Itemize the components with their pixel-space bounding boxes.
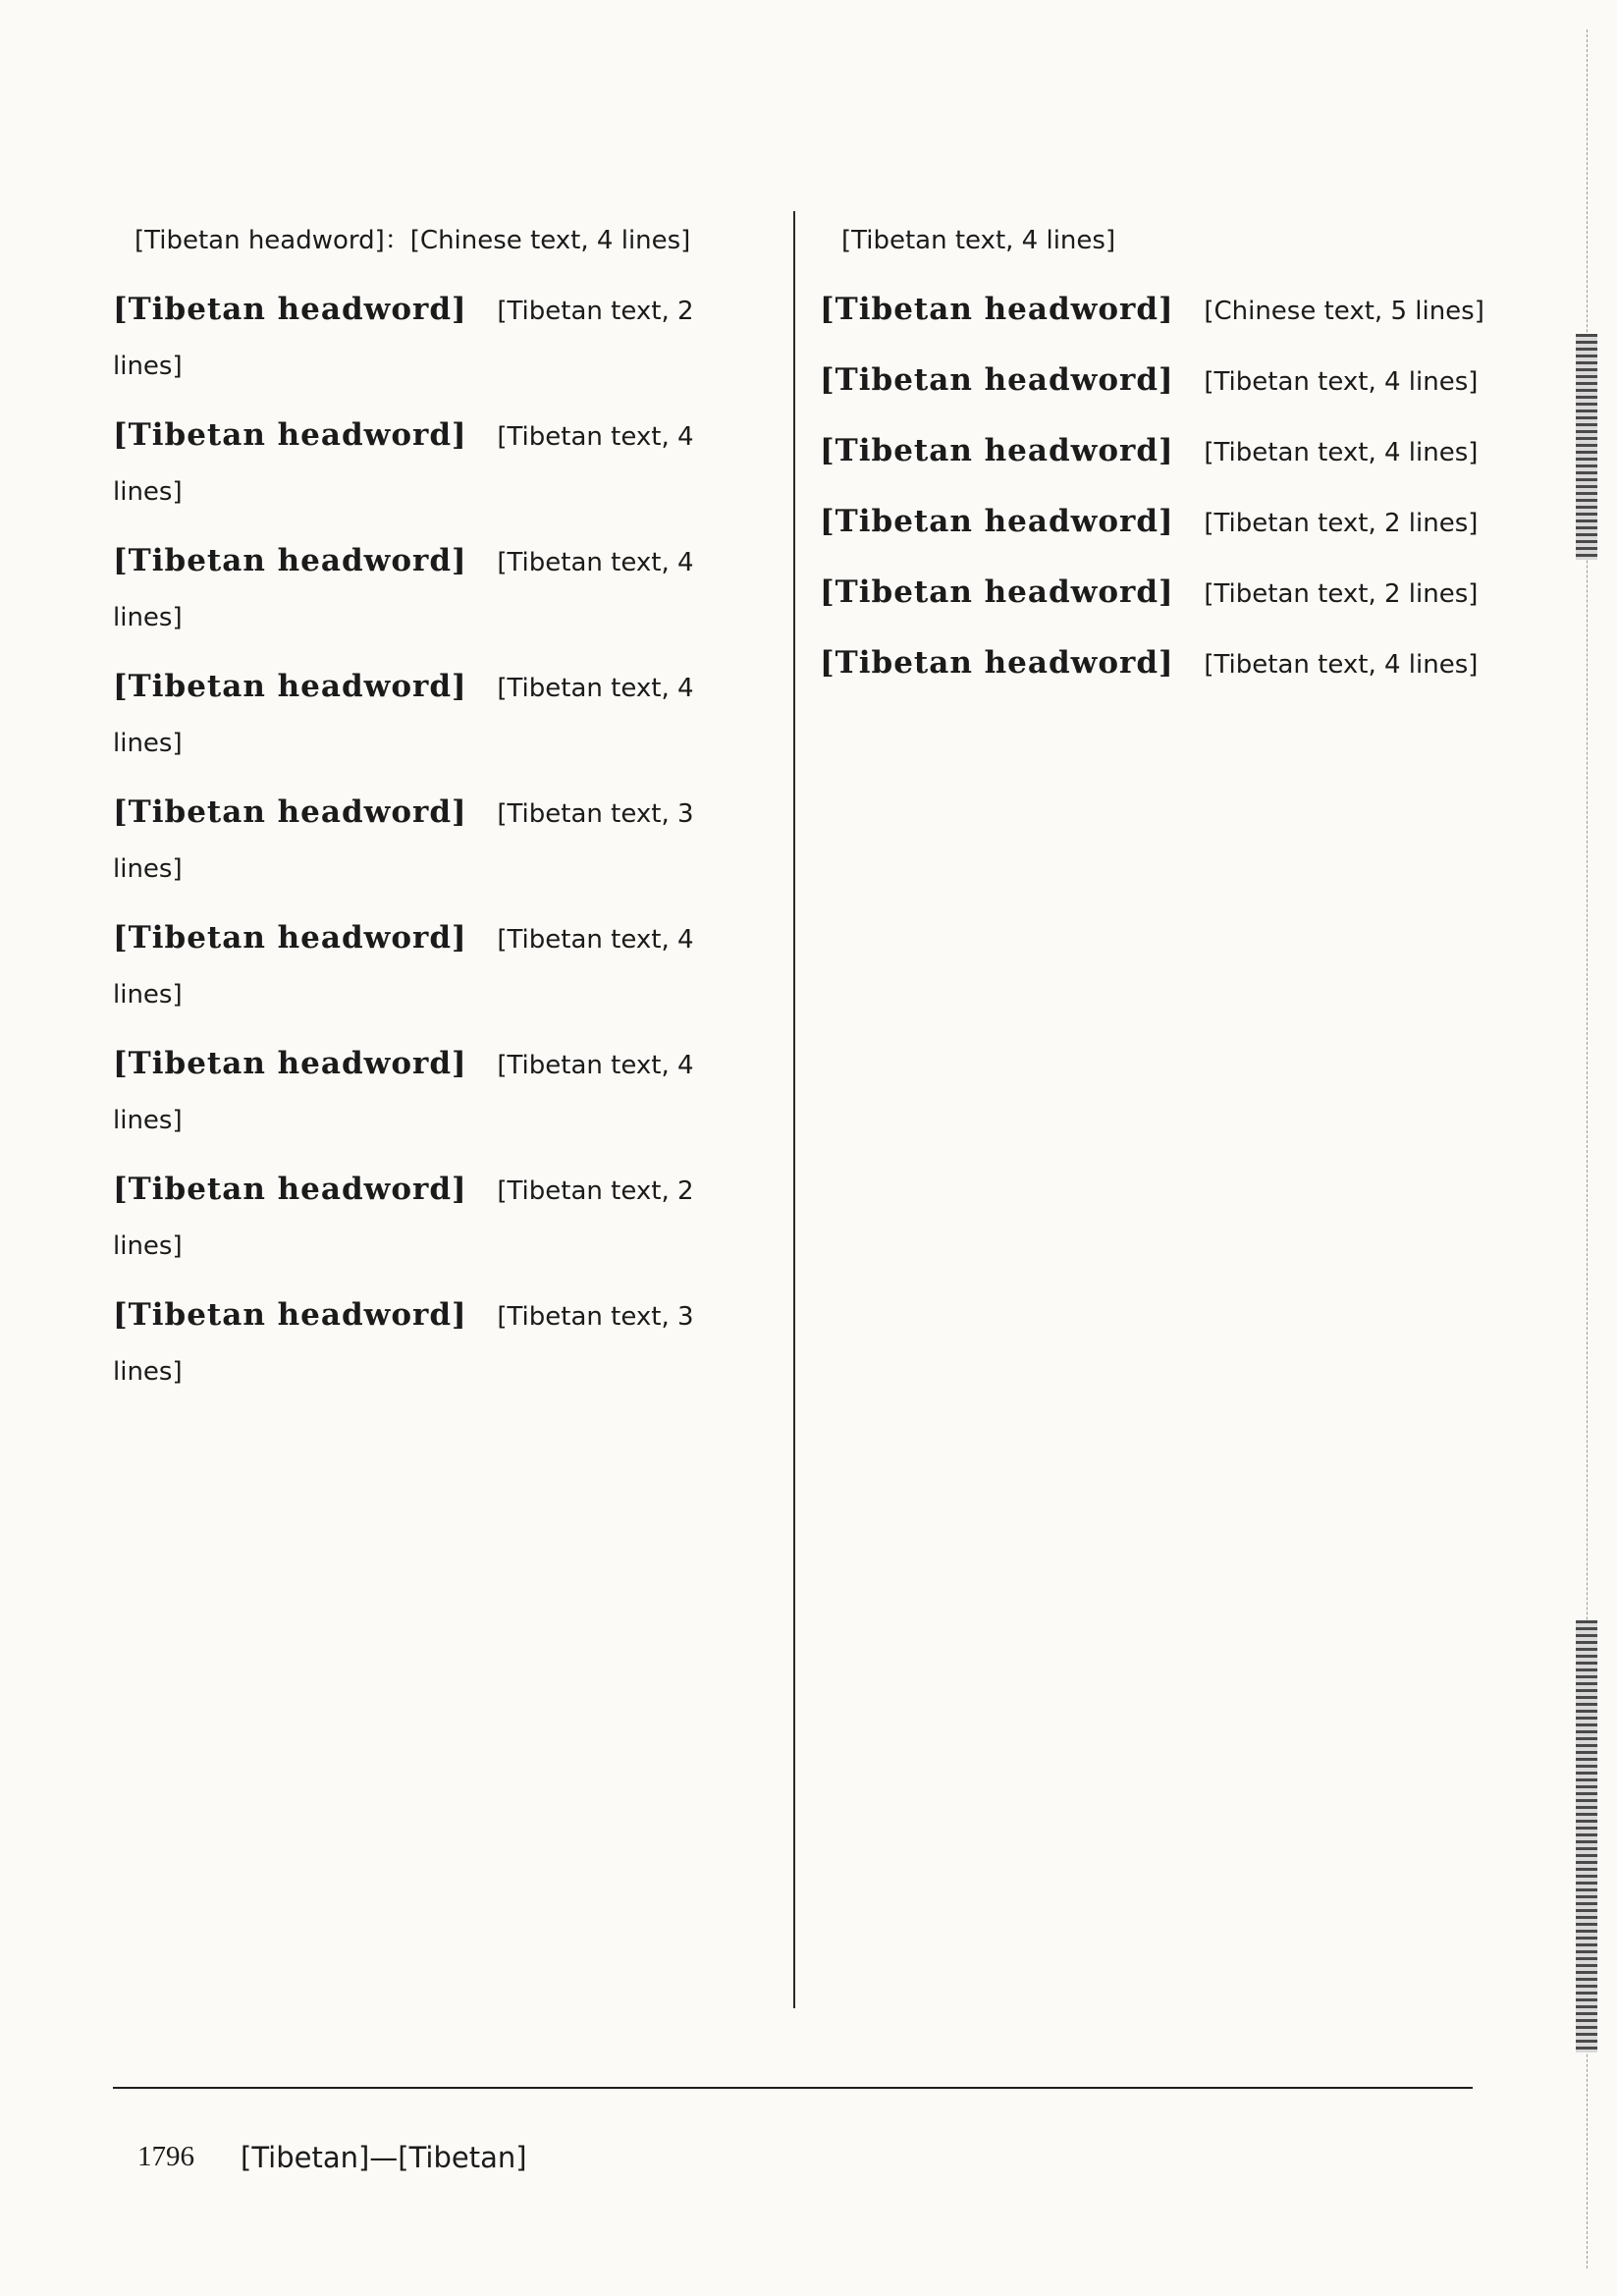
entry-headword: [Tibetan headword]	[820, 433, 1174, 468]
left-column	[113, 211, 761, 1413]
entry-text: [Tibetan headword]：[Chinese text, 4 lines]	[135, 226, 691, 255]
entry-text: [Tibetan text, 3 lines]	[113, 799, 694, 884]
entry-text: [Tibetan text, 2 lines]	[113, 297, 694, 381]
dictionary-entry	[820, 282, 1487, 339]
entry-headword: [Tibetan headword]	[113, 292, 467, 327]
entry-headword: [Tibetan headword]	[113, 1046, 467, 1081]
entry-text: [Tibetan text, 2 lines]	[1204, 509, 1479, 538]
dictionary-entry	[820, 494, 1487, 551]
entry-text: [Tibetan text, 4 lines]	[113, 674, 694, 758]
entry-headword: [Tibetan headword]	[113, 1297, 467, 1333]
entry-text: [Tibetan text, 2 lines]	[1204, 579, 1479, 609]
dictionary-entry	[820, 353, 1487, 410]
dictionary-entry	[113, 1287, 761, 1399]
entry-text: [Tibetan text, 4 lines]	[1204, 367, 1479, 397]
entry-text: [Tibetan text, 4 lines]	[841, 226, 1116, 255]
entry-text: [Tibetan text, 4 lines]	[1204, 650, 1479, 680]
entry-text: [Tibetan text, 4 lines]	[113, 925, 694, 1010]
dictionary-entry	[113, 659, 761, 771]
margin-marks	[1576, 334, 1597, 560]
column-divider	[793, 211, 795, 2008]
dictionary-entry	[113, 910, 761, 1022]
dictionary-entry	[113, 282, 761, 394]
entry-headword: [Tibetan headword]	[113, 417, 467, 453]
margin-marks	[1576, 1620, 1597, 2052]
right-column	[820, 211, 1487, 706]
entry-text: [Tibetan text, 4 lines]	[113, 1051, 694, 1135]
dictionary-entry	[113, 533, 761, 645]
entry-headword: [Tibetan headword]	[113, 794, 467, 830]
entry-text: [Chinese text, 5 lines]	[1204, 297, 1484, 326]
dictionary-entry	[113, 1162, 761, 1274]
dictionary-entry	[113, 785, 761, 897]
entry-text: [Tibetan text, 4 lines]	[113, 422, 694, 507]
entry-headword: [Tibetan headword]	[820, 645, 1174, 681]
entry-headword: [Tibetan headword]	[113, 920, 467, 956]
dictionary-entry	[820, 423, 1487, 480]
entry-headword: [Tibetan headword]	[820, 574, 1174, 610]
entry-headword: [Tibetan headword]	[820, 292, 1174, 327]
dictionary-entry	[113, 1036, 761, 1148]
dictionary-entry	[820, 565, 1487, 622]
dictionary-entry	[820, 635, 1487, 692]
footer-rule	[113, 2087, 1473, 2089]
entry-headword: [Tibetan headword]	[113, 1172, 467, 1207]
dictionary-entry	[113, 408, 761, 519]
dictionary-entry	[113, 211, 761, 268]
running-head: [Tibetan]—[Tibetan]	[241, 2141, 527, 2174]
entry-headword: [Tibetan headword]	[113, 543, 467, 578]
page-number: 1796	[137, 2141, 194, 2172]
entry-headword: [Tibetan headword]	[820, 504, 1174, 539]
entry-headword: [Tibetan headword]	[113, 669, 467, 704]
entry-text: [Tibetan text, 2 lines]	[113, 1176, 694, 1261]
dictionary-entry	[820, 211, 1487, 268]
entry-text: [Tibetan text, 3 lines]	[113, 1302, 694, 1387]
entry-text: [Tibetan text, 4 lines]	[1204, 438, 1479, 467]
entry-headword: [Tibetan headword]	[820, 362, 1174, 398]
entry-text: [Tibetan text, 4 lines]	[113, 548, 694, 632]
